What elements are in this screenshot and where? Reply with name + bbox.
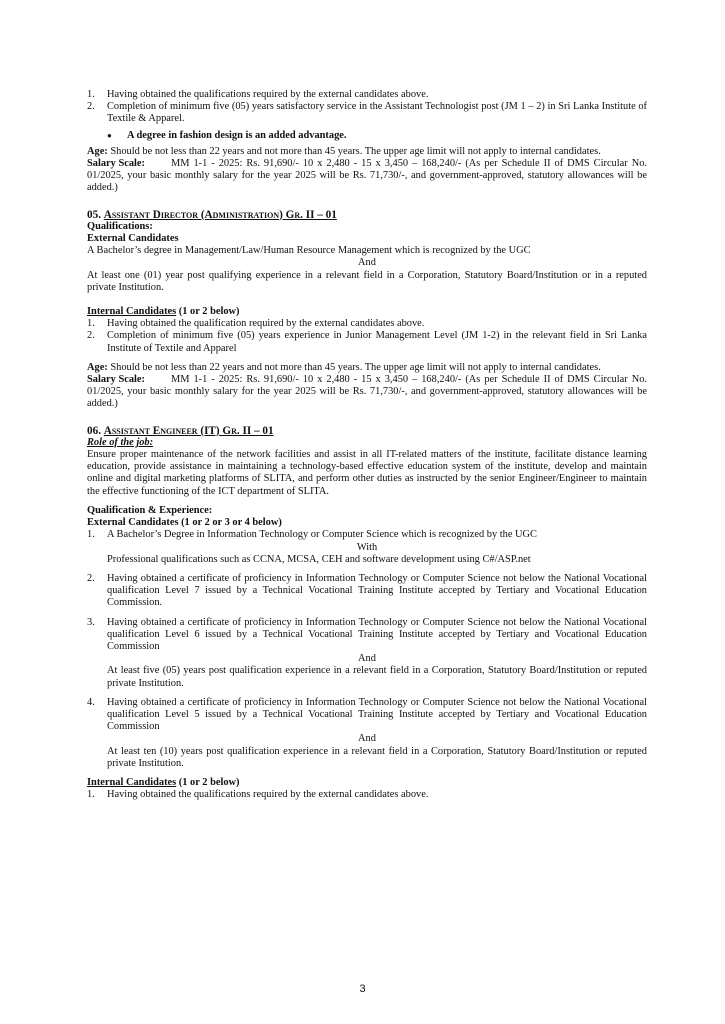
section-title: Assistant Engineer (IT) Gr. II – 01 — [103, 424, 274, 437]
qualification-experience-label: Qualification & Experience: — [87, 504, 213, 516]
page-content — [87, 89, 647, 801]
list-item-text: Having obtained a certificate of proficiency in Information Technology or Computer Science not below the National Vocational qualification Level 5 issued by a Technical Vocational Training Institute accepted by Tertiary and Vocational Education Commission — [107, 696, 647, 733]
bullet-text: A degree in fashion design is an added advantage. — [127, 129, 347, 141]
external-requirement: A Bachelor’s degree in Management/Law/Human Resource Management which is recognized by the UGC — [87, 245, 531, 257]
list-item: 1. Having obtained the qualification required by the external candidates above. — [87, 318, 647, 330]
list-item-text: Having obtained the qualification required by the external candidates above. — [107, 318, 425, 330]
age-requirement: Age: Should be not less than 22 years and not more than 45 years. The upper age limit will not apply to internal candidates. — [87, 361, 601, 373]
external-requirement: At least one (01) year post qualifying experience in a relevant field in a Corporation, Statutory Board/Institution or in a reputed private Institution. — [87, 269, 647, 293]
list-item: 4. Having obtained a certificate of proficiency in Information Technology or Computer Science not below the National Vocational qualification Level 5 issued by a Technical Vocational Training Institute accepted by Tertiary and Vocational Education Commission — [87, 696, 647, 733]
list-item-text: Completion of minimum five (05) years experience in Junior Management Level (JM 1-2) in the relevant field in Sri Lanka Institute of Textile and Apparel — [107, 330, 647, 354]
list-item-text: Professional qualifications such as CCNA, MCSA, CEH and software development using C#/ASP.net — [107, 553, 531, 565]
list-item: 1. Having obtained the qualifications required by the external candidates above. — [87, 89, 647, 101]
salary-scale: Salary Scale: MM 1-1 - 2025: Rs. 91,690/- 10 x 2,480 - 15 x 3,450 – 168,240/- (As per Schedule II of DMS Circular No. 01/2025, your basic monthly salary for the year 2025 will be Rs. 71,730/-, and government-approved, statutory allowances will be added.) — [87, 374, 647, 410]
list-item: 2. Completion of minimum five (05) years experience in Junior Management Level (JM 1-2) in the relevant field in Sri Lanka Institute of Textile and Apparel — [87, 330, 647, 354]
qualifications-label: Qualifications: — [87, 220, 153, 232]
and-connector: And — [358, 653, 376, 665]
internal-candidates-label: Internal Candidates (1 or 2 below) — [87, 776, 240, 788]
and-connector: And — [358, 257, 376, 269]
page-number: 3 — [359, 983, 366, 995]
list-item: 1. A Bachelor’s Degree in Information Technology or Computer Science which is recognized by the UGC — [87, 529, 647, 541]
list-item-text: At least ten (10) years post qualification experience in a relevant field in a Corporation, Statutory Board/Institution or reputed private Institution. — [107, 745, 647, 769]
external-candidates-label: External Candidates — [87, 233, 179, 245]
list-item-text: Having obtained a certificate of proficiency in Information Technology or Computer Science not below the National Vocational qualification Level 7 issued by a Technical Vocational Training Institute accepted by Tertiary and Vocational Education Commission. — [107, 572, 647, 609]
and-connector: And — [358, 733, 376, 745]
section-title: Assistant Director (Administration) Gr. II – 01 — [103, 208, 337, 221]
list-item-text: Having obtained the qualifications required by the external candidates above. — [107, 89, 429, 100]
list-item-text: Completion of minimum five (05) years satisfactory service in the Assistant Technologist post (JM 1 – 2) in Sri Lanka Institute of Textile & Apparel. — [107, 101, 647, 125]
list-item-text: Having obtained the qualifications required by the external candidates above. — [107, 789, 429, 801]
section-heading-05: 05. Assistant Director (Administration) Gr. II – 01 — [87, 208, 337, 221]
list-item: 2. Completion of minimum five (05) years satisfactory service in the Assistant Technologist post (JM 1 – 2) in Sri Lanka Institute of Textile & Apparel. — [87, 101, 647, 125]
list-item: 2. Having obtained a certificate of proficiency in Information Technology or Computer Science not below the National Vocational qualification Level 7 issued by a Technical Vocational Training Institute accepted by Tertiary and Vocational Education Commission. — [87, 572, 647, 609]
age-requirement: Age: Should be not less than 22 years and not more than 45 years. The upper age limit will not apply to internal candidates. — [87, 145, 601, 157]
bullet-icon: ● — [107, 130, 112, 140]
external-candidates-label: External Candidates (1 or 2 or 3 or 4 below) — [87, 517, 282, 529]
list-item-text: At least five (05) years post qualification experience in a relevant field in a Corporation, Statutory Board/Institution or reputed private Institution. — [107, 665, 647, 689]
role-description: Ensure proper maintenance of the network facilities and assist in all IT-related matters of the institute, facilitate distance learning education, provide assistance in maintaining a technology-based effective education system of the institute, develop and maintain online and digital marketing platforms of SLITA, and perform other duties as instructed by the senior Engineer/Engineer to maintain the effective functioning of the ICT department of SLITA. — [87, 449, 647, 497]
list-item-text: Having obtained a certificate of proficiency in Information Technology or Computer Science not below the National Vocational qualification Level 6 issued by a Technical Vocational Training Institute accepted by Tertiary and Vocational Education Commission — [107, 616, 647, 652]
with-connector: With — [356, 541, 378, 553]
internal-candidates-label: Internal Candidates (1 or 2 below) — [87, 306, 240, 318]
salary-scale: Salary Scale: MM 1-1 - 2025: Rs. 91,690/- 10 x 2,480 - 15 x 3,450 – 168,240/- (As per Schedule II of DMS Circular No. 01/2025, your basic monthly salary for the year 2025 will be Rs. 71,730/-, and government-approved, statutory allowances will be added.) — [87, 158, 647, 194]
list-item-text: A Bachelor’s Degree in Information Technology or Computer Science which is recognized by the UGC — [107, 529, 537, 541]
list-item: 1. Having obtained the qualifications required by the external candidates above. — [87, 789, 647, 801]
list-item: 3. Having obtained a certificate of proficiency in Information Technology or Computer Science not below the National Vocational qualification Level 6 issued by a Technical Vocational Training Institute accepted by Tertiary and Vocational Education Commission — [87, 616, 647, 652]
bullet-item — [87, 130, 647, 142]
role-label: Role of the job: — [87, 436, 154, 448]
section-heading-06: 06. Assistant Engineer (IT) Gr. II – 01 — [87, 424, 274, 437]
